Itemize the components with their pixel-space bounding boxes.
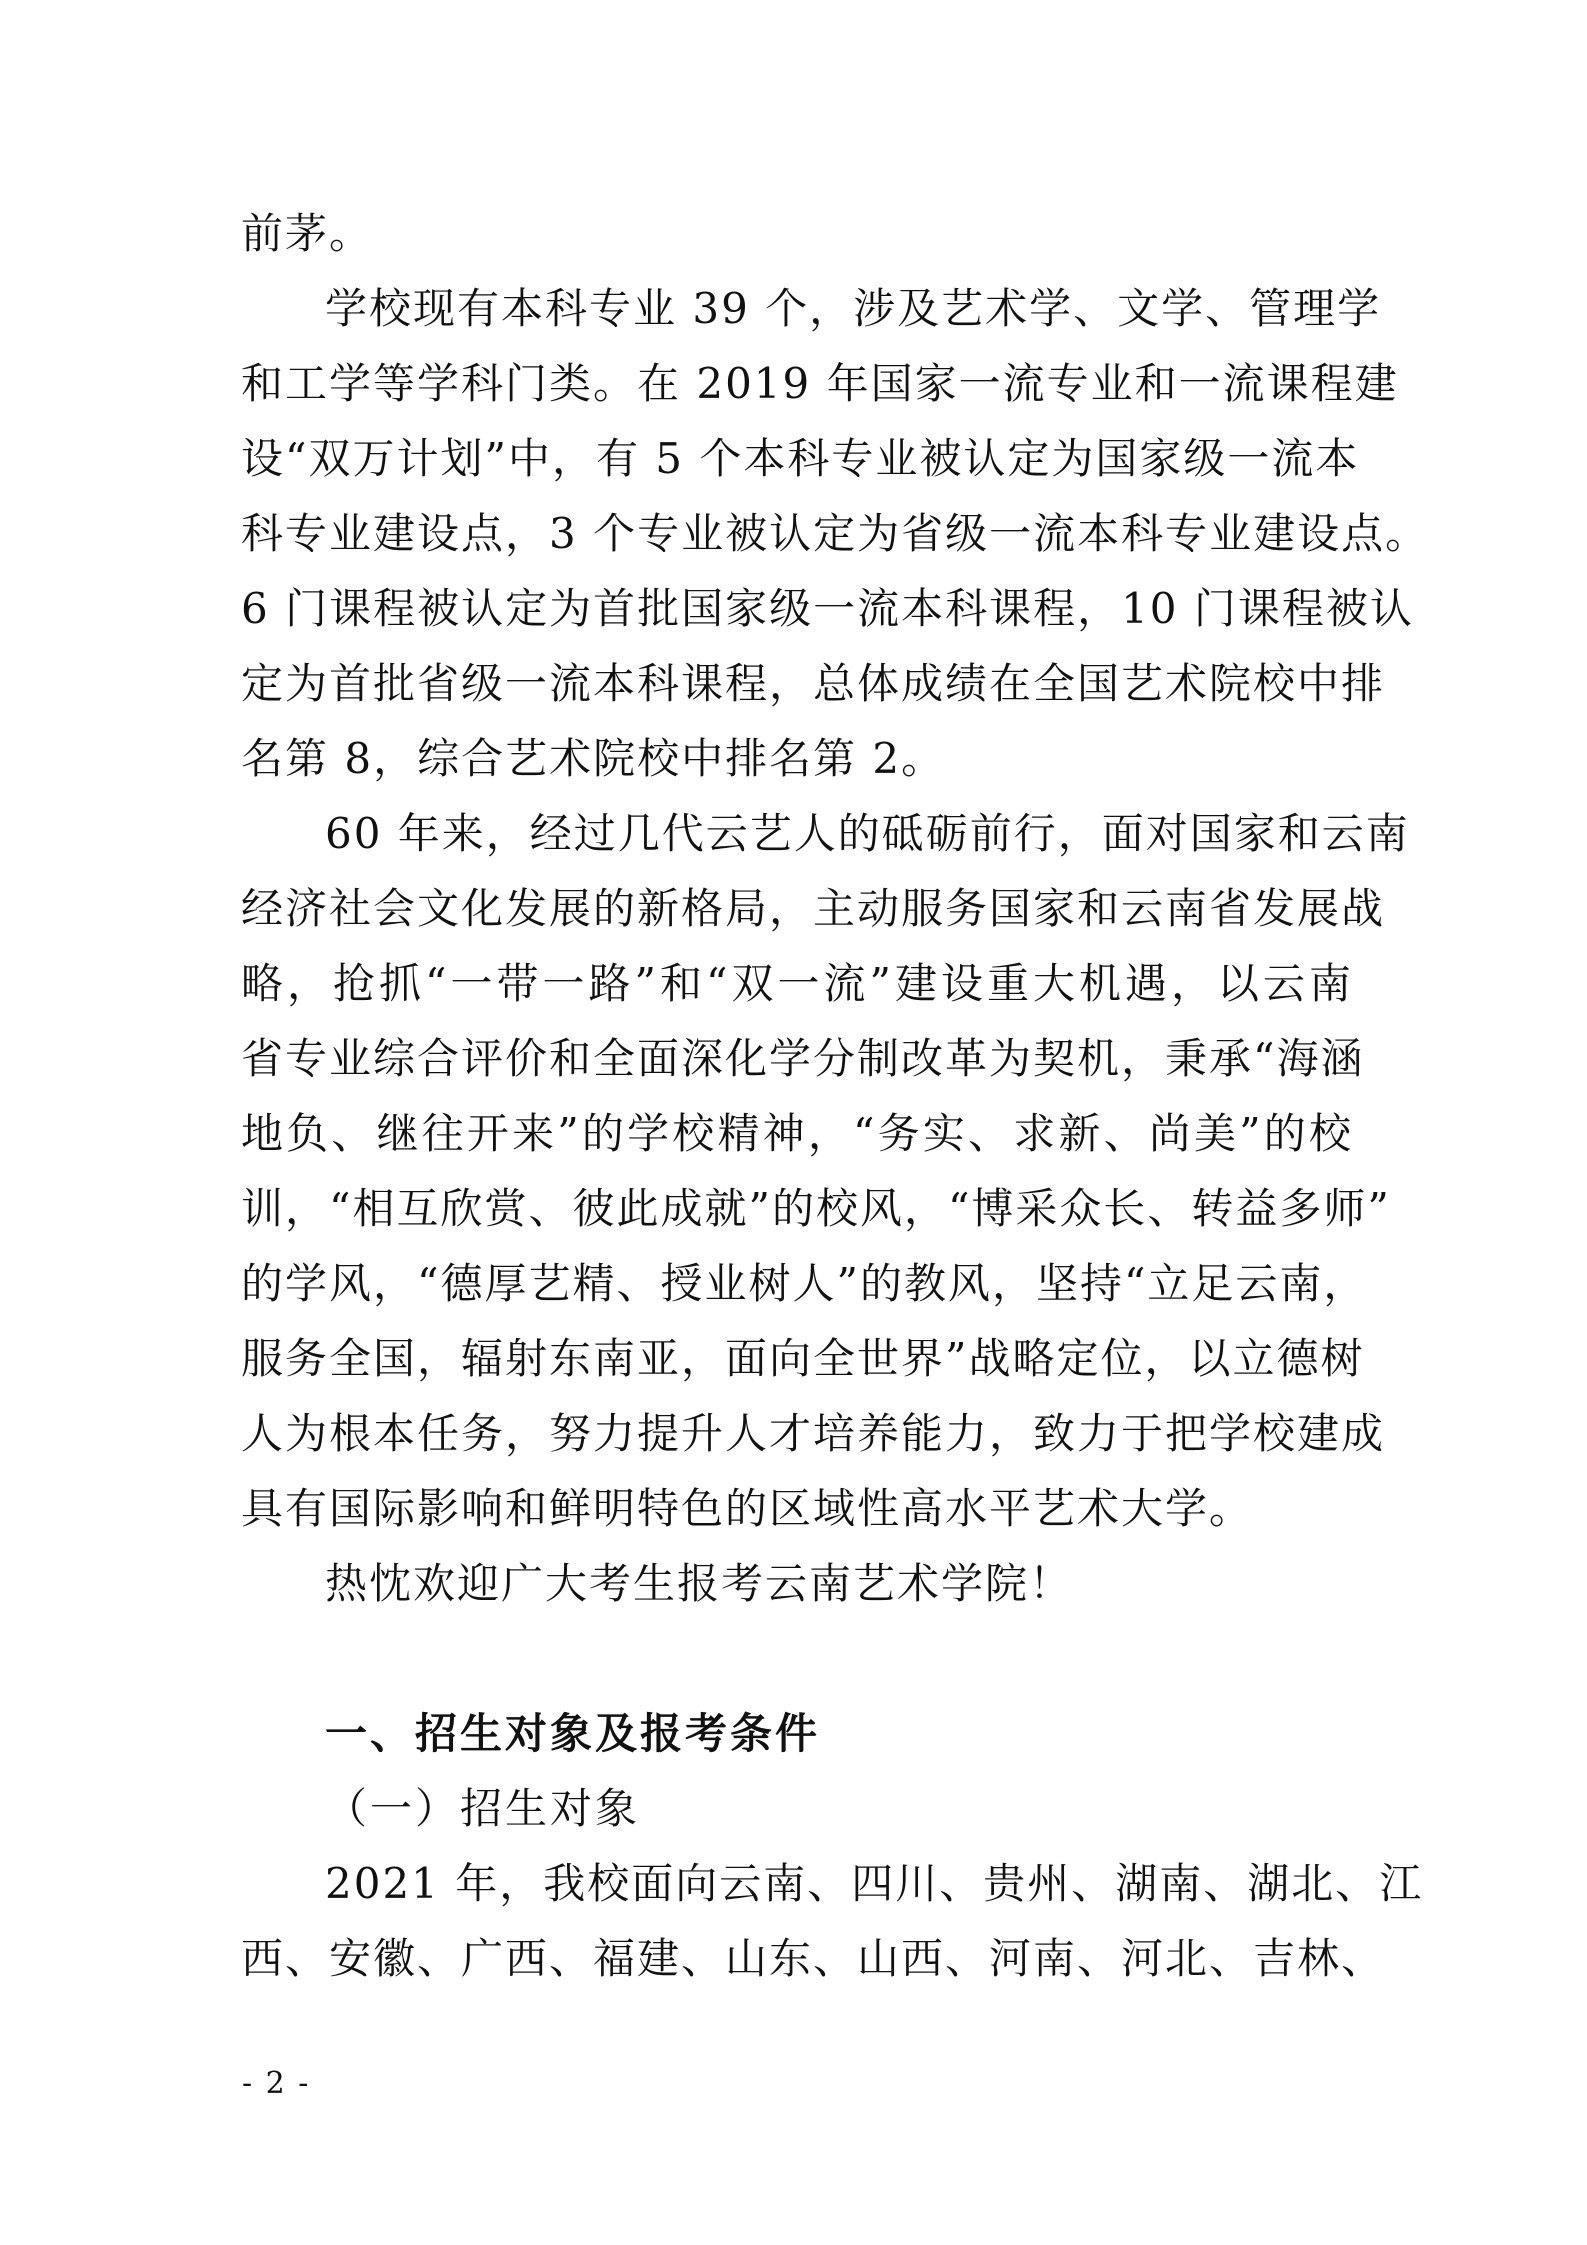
section-subheading: （一）招生对象 xyxy=(325,1784,641,1833)
text-line: 省专业综合评价和全面深化学分制改革为契机，秉承“海涵 xyxy=(241,1034,1365,1083)
text-line: 训，“相互欣赏、彼此成就”的校风，“博采众长、转益多师” xyxy=(241,1184,1391,1233)
paragraph xyxy=(241,796,1410,1546)
text-line: 地负、继往开来”的学校精神，“务实、求新、尚美”的校 xyxy=(241,1109,1353,1158)
text-line: 科专业建设点，3 个专业被认定为省级一流本科专业建设点。 xyxy=(241,509,1430,558)
paragraph xyxy=(241,196,1353,271)
section-heading: 一、招生对象及报考条件 xyxy=(325,1709,821,1758)
text-line: 60 年来，经过几代云艺人的砥砺前行，面对国家和云南 xyxy=(325,809,1410,858)
paragraph xyxy=(241,271,1430,796)
text-line: 服务全国，辐射东南亚，面向全世界”战略定位，以立德树 xyxy=(241,1334,1365,1383)
text-line: 和工学等学科门类。在 2019 年国家一流专业和一流课程建 xyxy=(241,359,1399,408)
text-line: 具有国际影响和鲜明特色的区域性高水平艺术大学。 xyxy=(241,1484,1254,1533)
text-line: 2021 年，我校面向云南、四川、贵州、湖南、湖北、江 xyxy=(325,1859,1424,1908)
text-line: 人为根本任务，努力提升人才培养能力，致力于把学校建成 xyxy=(241,1409,1386,1458)
paragraph xyxy=(241,1546,1353,1621)
text-line: 名第 8，综合艺术院校中排名第 2。 xyxy=(241,734,946,783)
text-line: 定为首批省级一流本科课程，总体成绩在全国艺术院校中排 xyxy=(241,659,1386,708)
paragraph xyxy=(241,1846,1424,1996)
page-number: - 2 - xyxy=(242,2066,311,2101)
text-line: 前茅。 xyxy=(241,209,374,258)
text-line: 6 门课程被认定为首批国家级一流本科课程，10 门课程被认 xyxy=(241,584,1414,633)
text-line: 略，抢抓“一带一路”和“双一流”建设重大机遇，以云南 xyxy=(241,959,1353,1008)
text-line: 经济社会文化发展的新格局，主动服务国家和云南省发展战 xyxy=(241,884,1386,933)
text-line: 学校现有本科专业 39 个，涉及艺术学、文学、管理学 xyxy=(325,284,1382,333)
text-line: 西、安徽、广西、福建、山东、山西、河南、河北、吉林、 xyxy=(241,1934,1386,1983)
document-page xyxy=(241,196,1430,1996)
section-gap xyxy=(241,1621,1353,1696)
text-line: 热忱欢迎广大考生报考云南艺术学院！ xyxy=(325,1559,1074,1608)
text-line: 设“双万计划”中，有 5 个本科专业被认定为国家级一流本 xyxy=(241,434,1360,483)
text-line: 的学风，“德厚艺精、授业树人”的教风，坚持“立足云南， xyxy=(241,1259,1368,1308)
